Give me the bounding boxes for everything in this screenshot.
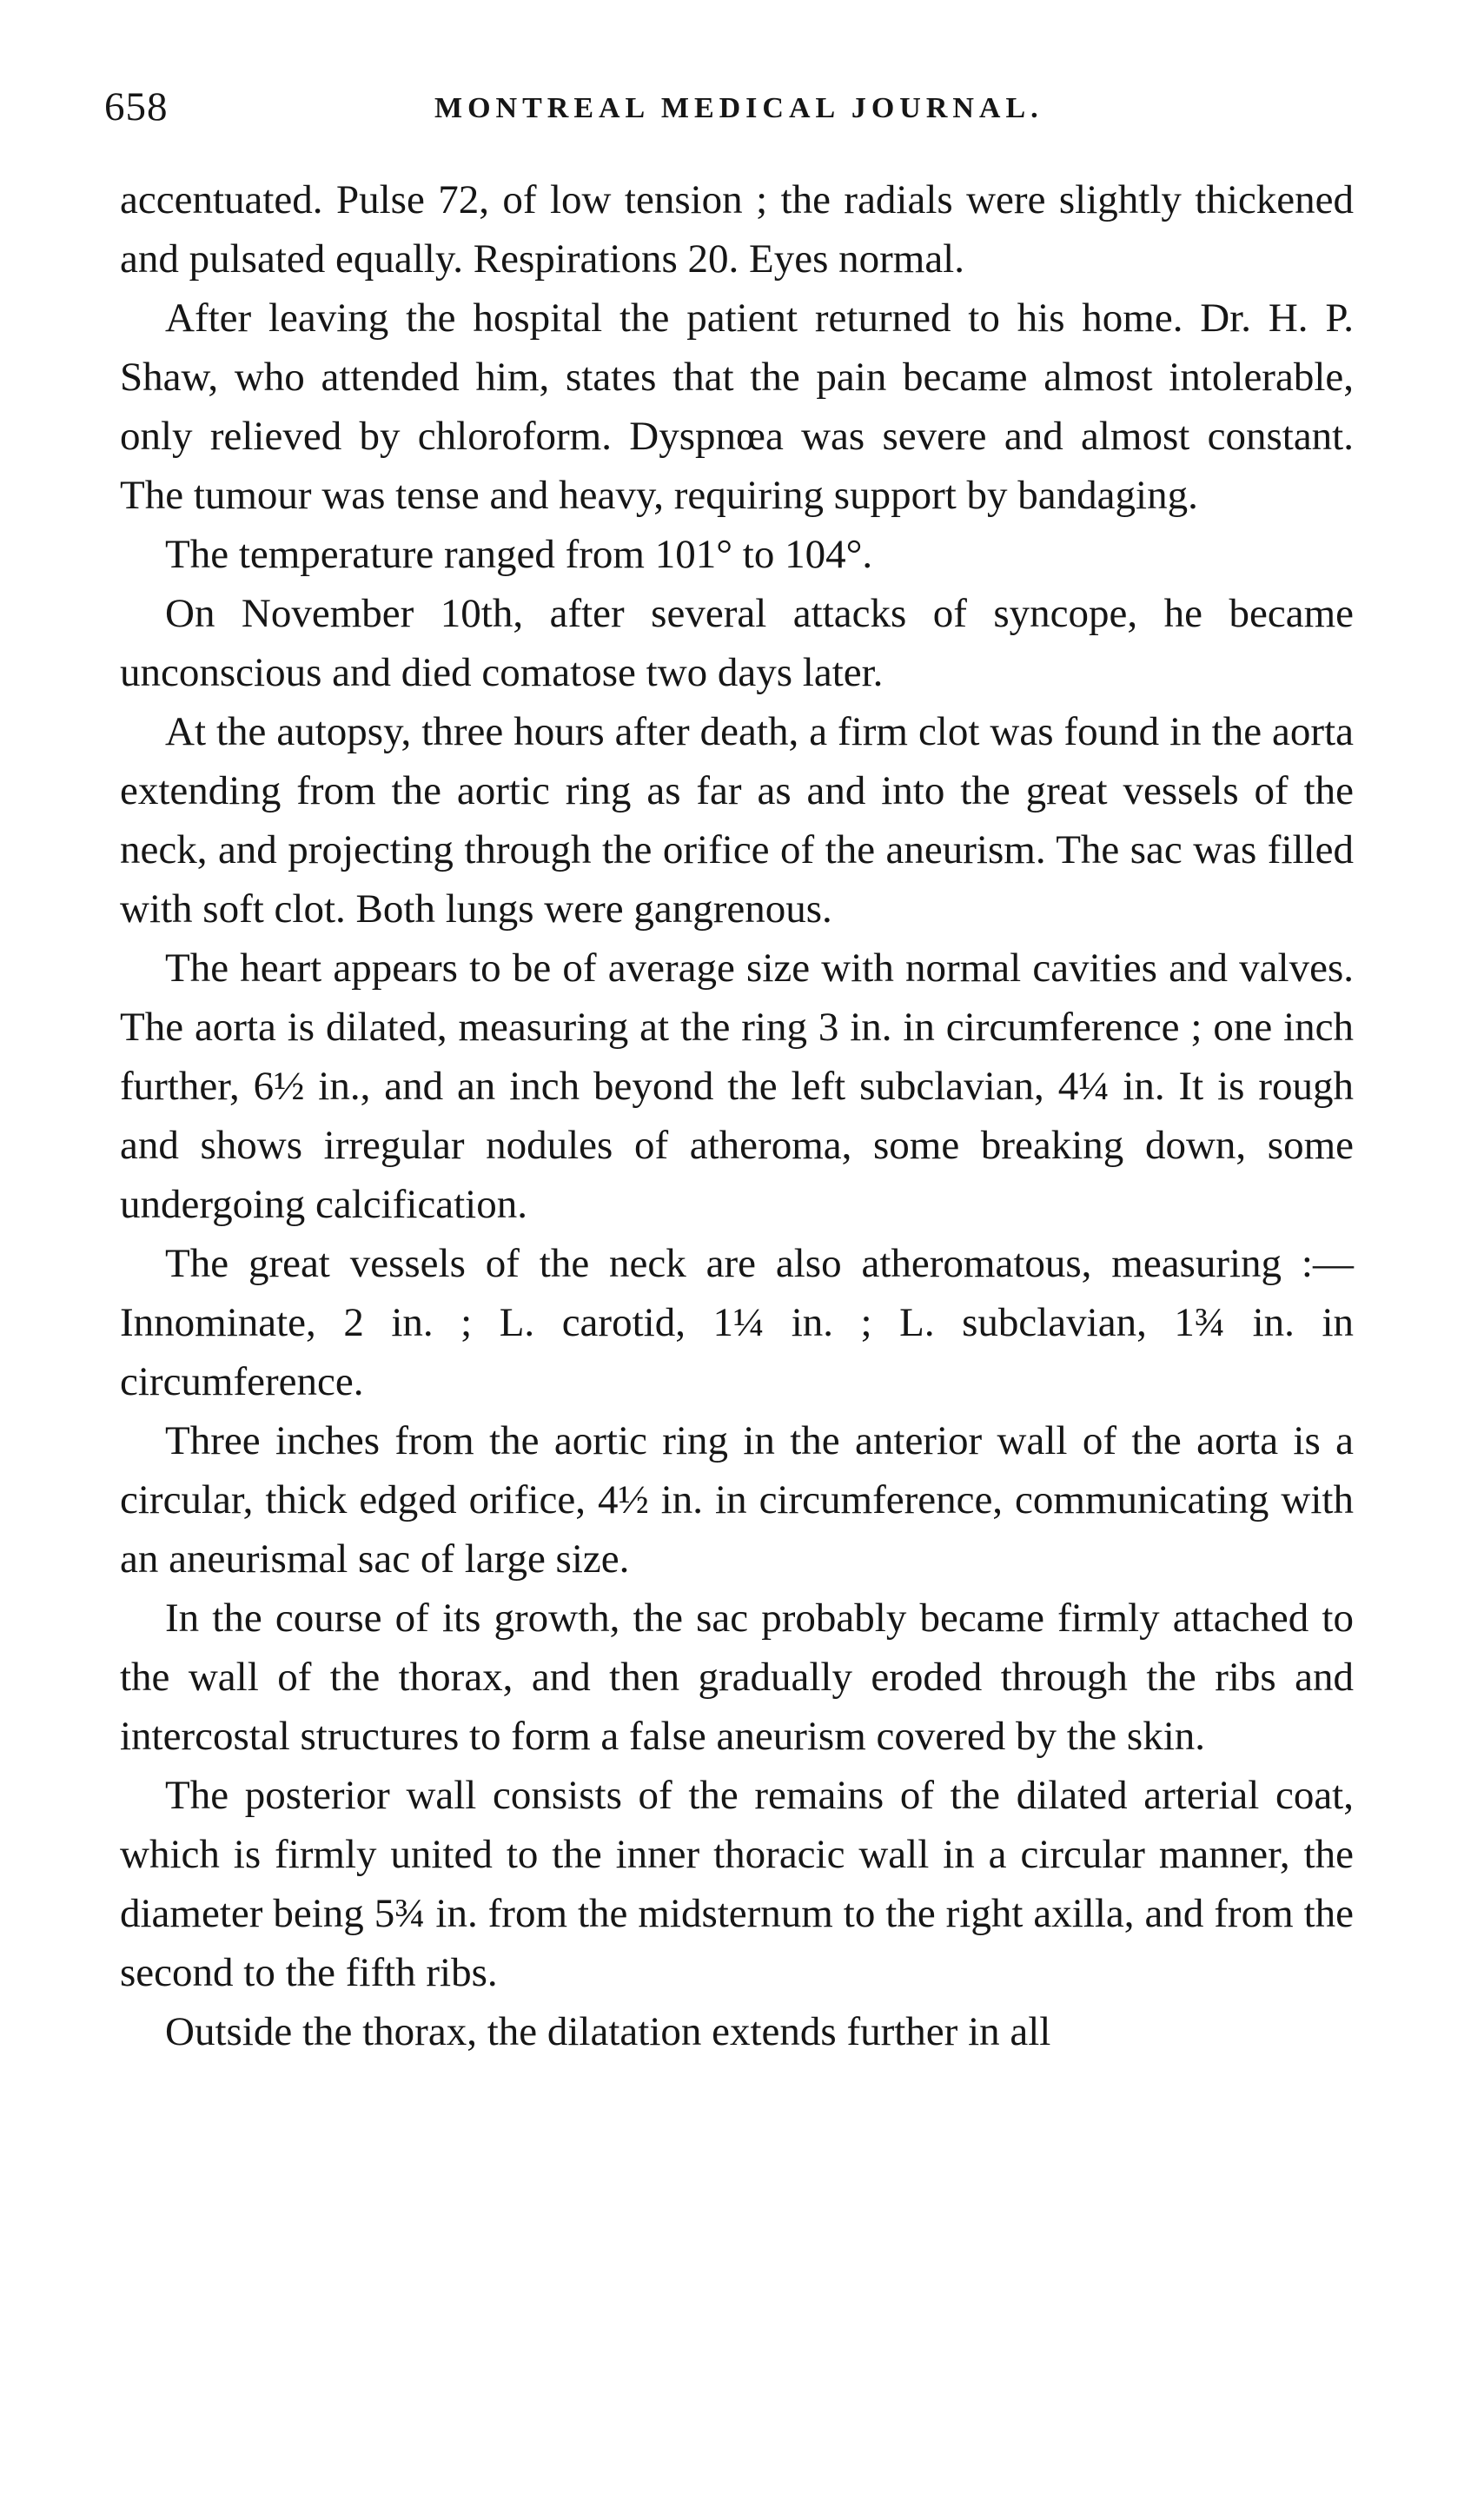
paragraph: Three inches from the aortic ring in the anterior wall of the aorta is a circular, thick edged orifice, 4½ in. in circumference, communicating with an aneurismal sac of large size. xyxy=(120,1418,1354,1582)
paragraph: In the course of its growth, the sac probably became firmly attached to the wall of the thorax, and then gradually eroded through the ribs and intercostal structures to form a false aneurism covered by the skin. xyxy=(120,1595,1354,1759)
paragraph: After leaving the hospital the patient returned to his home. Dr. H. P. Shaw, who attended him, states that the pain became almost intolerable, only relieved by chloroform. Dyspnœa was severe and almost constant. The tumour was tense and heavy, requiring support by bandaging. xyxy=(120,295,1354,518)
paragraph: Outside the thorax, the dilatation extends further in all xyxy=(165,2009,1051,2054)
paragraph: The heart appears to be of average size with normal cavities and valves. The aorta is dilated, measuring at the ring 3 in. in circumference ; one inch further, 6½ in., and an inch beyond the left subclavian, 4¼ in. It is rough and shows irregular nodules of atheroma, some breaking down, some undergoing calcification. xyxy=(120,945,1354,1227)
paragraph: At the autopsy, three hours after death, a firm clot was found in the aorta extending from the aortic ring as far as and into the great vessels of the neck, and projecting through the orifice of the aneurism. The sac was filled with soft clot. Both lungs were gangrenous. xyxy=(120,709,1354,932)
paragraph: accentuated. Pulse 72, of low tension ; the radials were slightly thickened and pulsated equally. Respirations 20. Eyes normal. xyxy=(120,177,1354,282)
page-header xyxy=(104,83,1373,136)
paragraph: The posterior wall consists of the remains of the dilated arterial coat, which is firmly united to the inner thoracic wall in a circular manner, the diameter being 5¾ in. from the midsternum to the right axilla, and from the second to the fifth ribs. xyxy=(120,1773,1354,1995)
page-number: 658 xyxy=(104,84,169,129)
article-body xyxy=(120,170,1354,2061)
running-head: MONTREAL MEDICAL JOURNAL. xyxy=(434,92,1043,124)
paragraph: The temperature ranged from 101° to 104°. xyxy=(165,532,873,577)
paragraph: The great vessels of the neck are also atheromatous, measuring :—Innominate, 2 in. ; L. carotid, 1¼ in. ; L. subclavian, 1¾ in. in circumference. xyxy=(120,1241,1354,1404)
paragraph: On November 10th, after several attacks of syncope, he became unconscious and died comatose two days later. xyxy=(120,591,1354,695)
